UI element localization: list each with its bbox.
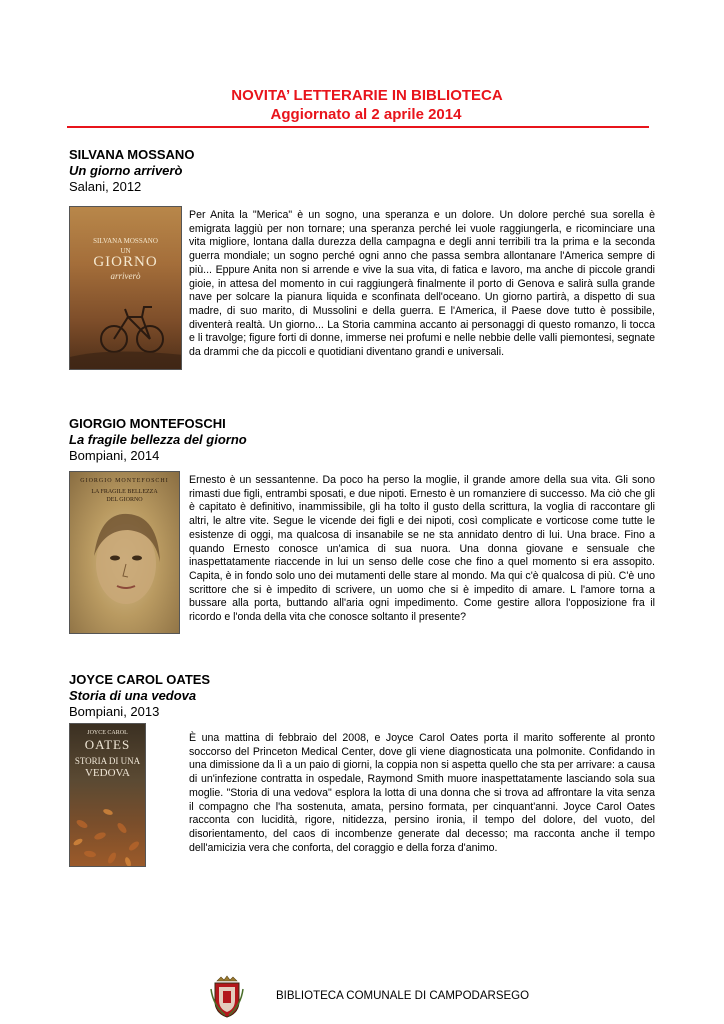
update-date: Aggiornato al 2 aprile 2014 [270, 106, 462, 123]
book-author: GIORGIO MONTEFOSCHI [69, 416, 226, 431]
book-blurb: Per Anita la "Merica" è un sogno, una speranza e un dolore. Un dolore perché sua sorella è emigrata laggiù per non tornare; una speranza perché lei vuole raggiungerla, e ricominciare una vita migliore, lontana dalla durezza della campagna e degli anni terribili tra la prima e la seconda guerra mondiale; un sogno perché ogni anno che passa sembra allontanare l'America sempre di più... Eppure Anita non si arrende e vive la sua vita, di fatica e lavoro, ma anche di piccole grandi gioie, in attesa del momento in cui raggiungerà finalmente il porto di Genova e salirà sulla grande nave per solcare la pianura liquida e sconfinata dell'oceano. Un giorno partirà, a dispetto di sua madre, di suo marito, di Mussolini e della guerra. E l'America, il Paese dove tutto è possibile, diventerà realtà. Un giorno... La Storia cammina accanto ai personaggi di questo romanzo, li tocca e li travolge; figure forti di donne, immerse nei profumi e nelle nebbie delle valli piemontesi, segnate da drammi che da piccoli e quotidiani diventano grandi e universali. [189, 209, 655, 359]
book-entry-3 [69, 672, 659, 872]
cover-author-big: OATES [84, 737, 131, 752]
book-title: La fragile bellezza del giorno [69, 432, 247, 447]
footer-text: BIBLIOTECA COMUNALE DI CAMPODARSEGO [276, 990, 530, 1002]
cover-author: GIORGIO MONTEFOSCHI [80, 478, 169, 484]
book-blurb: Ernesto è un sessantenne. Da poco ha perso la moglie, il grande amore della sua vita. Gli sono rimasti due figli, entrambi sposati, e due nipoti. Ernesto è un romanziere di successo. Ma ciò che gli è capitato è definitivo, inammissibile, gli ha tolto il gusto della scrittura, la voglia di raccontare gli altri, le altre vite. Segue le vicende dei figli e dei nipoti, così complicate e vorticose come tutte le esistenze di oggi, ma qualcosa di insanabile se ne sta annidato dentro di lui. Una brace. Fino a quando Ernesto conosce un'amica di sua nuora. Una donna giovane e sensuale che inaspettatamente riaccende in lui un senso delle cose che fino a quel momento si era assopito. Capita, è in fondo solo uno dei mutamenti delle stare al mondo. Ma qui c'è qualcosa di più. C'è uno scrittore che si è impedito di scrivere, un uomo che si è impedito di amare. L l'amore torna a bussare alla porta, buttando all'aria ogni impedimento. Come gestire allora l'opposizione fra il ricordo e l'onda della vita che conosce soltanto il presente? [189, 474, 655, 624]
page-title: NOVITA’ LETTERARIE IN BIBLIOTECA [231, 87, 503, 104]
cover-title-line2: VEDOVA [84, 767, 131, 779]
book-publisher: Bompiani, 2013 [69, 704, 160, 719]
page-footer [209, 975, 539, 1019]
book-entry-1 [69, 147, 659, 372]
cover-title-line2: DEL GIORNO [106, 497, 143, 503]
bicycle-icon [70, 207, 182, 370]
municipal-crest-icon [209, 975, 245, 1019]
book-blurb: È una mattina di febbraio del 2008, e Joyce Carol Oates porta il marito sofferente al pronto soccorso del Princeton Medical Center, dove gli viene diagnosticata una polmonite. Confidando in una dimissione da lì a un paio di giorni, la coppia non si aspetta quello che sta per arrivare: a causa di un'infezione contratta in ospedale, Raymond Smith muore inaspettatamente lasciando sola sua moglie. "Storia di una vedova" esplora la lotta di una donna che si trova ad affrontare la vita senza il compagno che l'ha sostenuta, amata, persino formata, per cinquant'anni. Joyce Carol Oates racconta con lucidità, rigore, nitidezza, persino ironia, il tempo del dolore, del vuoto, del disorientamento, del caos di incombenze generate dal decesso; ma racconta anche il tempo dell'amicizia vera che conforta, del coraggio e della forza d'animo. [189, 732, 655, 854]
book-cover-image [69, 471, 180, 634]
book-author: SILVANA MOSSANO [69, 147, 195, 162]
book-publisher: Salani, 2012 [69, 179, 142, 194]
book-cover-image [69, 206, 182, 370]
book-publisher: Bompiani, 2014 [69, 448, 160, 463]
portrait-icon [70, 472, 180, 634]
cover-title-line1: STORIA DI UNA [74, 756, 141, 766]
book-cover-image [69, 723, 146, 867]
cover-author-small: JOYCE CAROL [87, 730, 128, 736]
leaves-icon [70, 724, 146, 867]
book-title: Un giorno arriverò [69, 163, 183, 178]
header-divider [67, 126, 649, 128]
cover-title-sub: arriverò [110, 271, 141, 281]
cover-title-small: UN [120, 247, 131, 255]
cover-title-big: GIORNO [93, 254, 158, 270]
book-entry-2 [69, 416, 659, 636]
cover-author: SILVANA MOSSANO [93, 237, 158, 245]
cover-title-line1: LA FRAGILE BELLEZZA [91, 489, 158, 495]
book-author: JOYCE CAROL OATES [69, 672, 211, 687]
book-title: Storia di una vedova [69, 688, 197, 703]
document-header [0, 86, 724, 124]
